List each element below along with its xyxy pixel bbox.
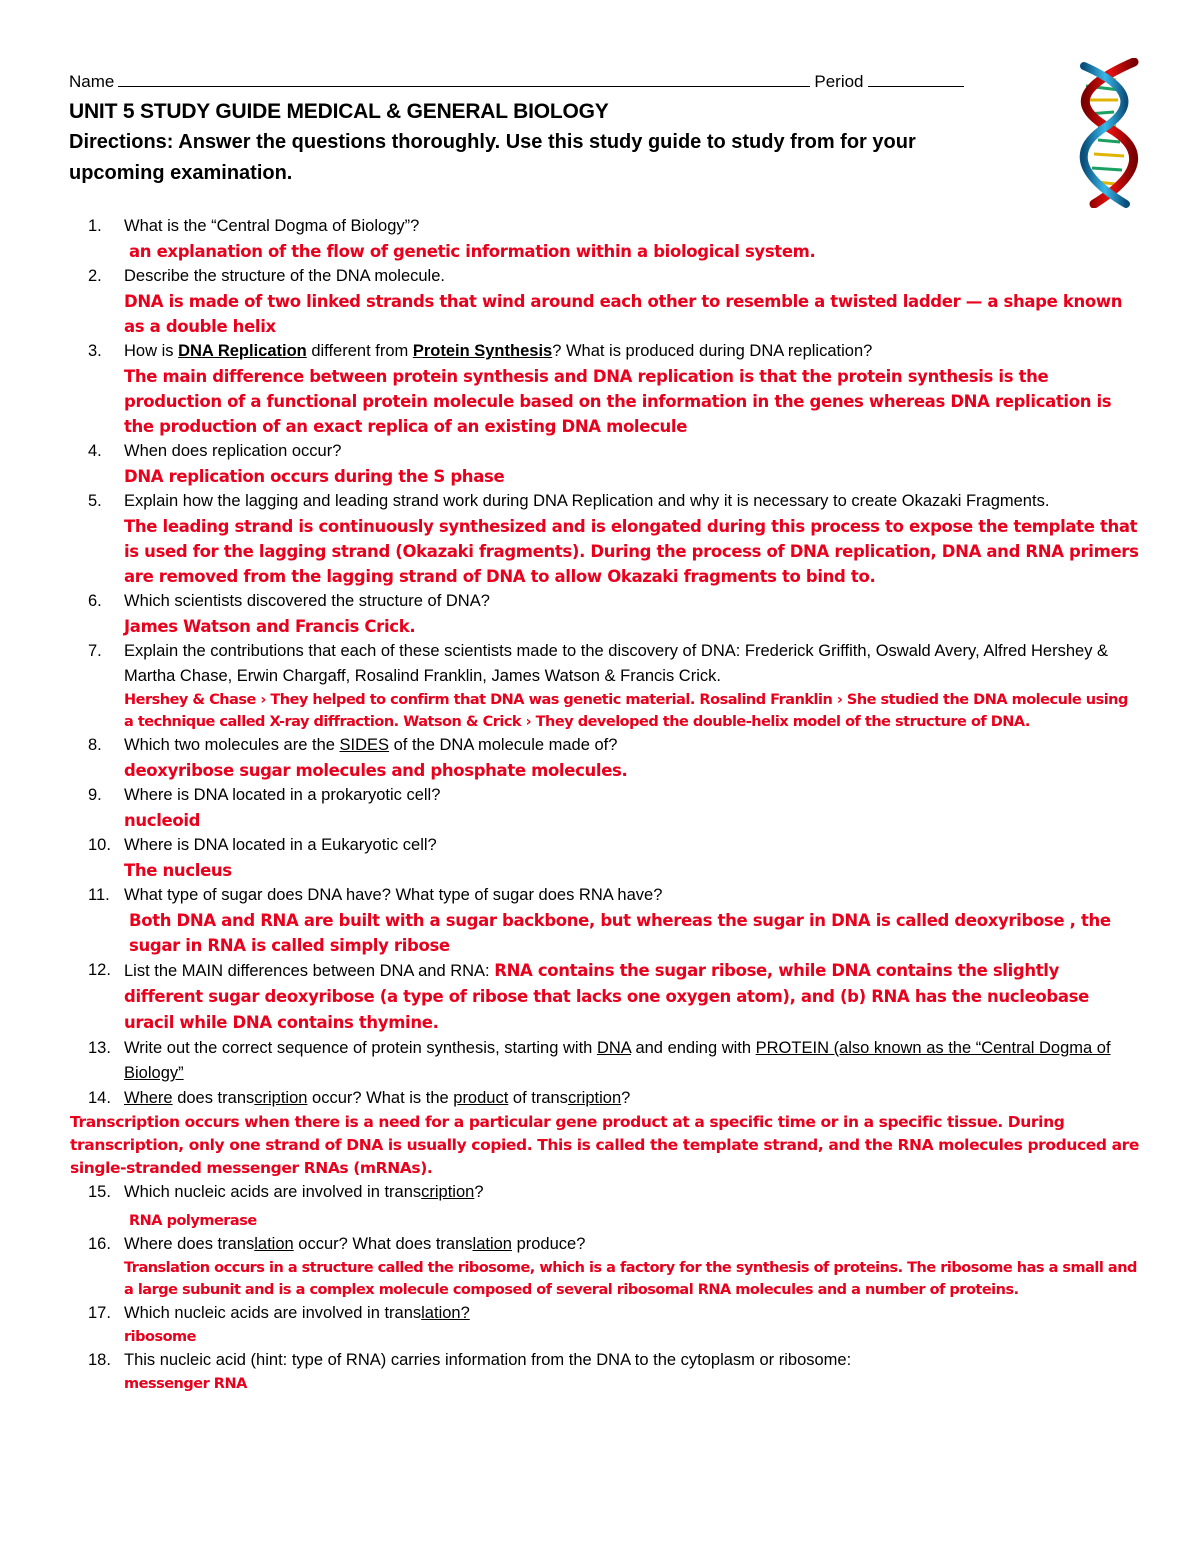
underlined-term: product: [453, 1089, 509, 1107]
question-text: [124, 733, 1140, 758]
question-number: 1.: [88, 217, 102, 235]
question-text: What is the “Central Dogma of Biology”?: [124, 217, 420, 235]
question-text: Explain how the lagging and leading strand work during DNA Replication and why it is necessary to create Okazaki Fragments.: [124, 492, 1050, 510]
question-number: 11.: [88, 886, 110, 904]
list-item: [80, 639, 1140, 733]
answer-text: DNA is made of two linked strands that wind around each other to resemble a twisted ladder — a shape known as a double helix: [124, 292, 1123, 336]
answer-text: James Watson and Francis Crick.: [124, 617, 416, 636]
name-blank[interactable]: [118, 72, 810, 87]
question-number: 6.: [88, 592, 102, 610]
question-text-part: Which nucleic acids are involved in trans: [124, 1183, 422, 1201]
underlined-term: lation: [472, 1235, 512, 1253]
answer-text: DNA replication occurs during the S phase: [124, 467, 505, 486]
question-text-part: occur? What does trans: [293, 1235, 473, 1253]
question-text-part: and ending with: [630, 1039, 756, 1057]
question-text-part: Write out the correct sequence of protein synthesis, starting with: [124, 1039, 597, 1057]
answer-text: RNA polymerase: [129, 1213, 257, 1229]
list-item: [80, 883, 1140, 958]
question-number: 4.: [88, 442, 102, 460]
list-item: [80, 439, 1140, 489]
underlined-term: DNA: [596, 1039, 631, 1057]
question-text-part: List the MAIN differences between DNA and RNA:: [124, 962, 490, 980]
answer-text: Transcription occurs when there is a need for a particular gene product at a specific time or in a specific tissue. During transcription, only one strand of DNA is usually copied. This is called the template strand, and the RNA molecules produced are single-stranded messenger RNAs (mRNAs).: [70, 1113, 1140, 1177]
list-item: [80, 589, 1140, 639]
underlined-term: cription: [567, 1089, 622, 1107]
question-text-part: occur? What is the: [307, 1089, 454, 1107]
period-label: Period: [814, 72, 864, 91]
answer-text: ribosome: [124, 1329, 196, 1345]
answer-text: RNA contains the sugar ribose, while DNA contains the slightly different sugar deoxyribose (a type of ribose that lacks one oxygen atom), and (b) RNA has the nucleobase uracil while DNA contains thymine.: [124, 961, 1089, 1032]
underlined-term: PROTEIN (also known as the “Central Dogma of Biology”: [124, 1039, 1111, 1082]
question-number: 9.: [88, 786, 102, 804]
question-number: 3.: [88, 342, 102, 360]
underlined-term: lation: [254, 1235, 294, 1253]
question-text-part: Where does trans: [124, 1235, 255, 1253]
list-item: [70, 1086, 1140, 1180]
page-title: UNIT 5 STUDY GUIDE MEDICAL & GENERAL BIOLOGY: [69, 100, 609, 123]
question-number: 16.: [88, 1235, 111, 1253]
list-item: [80, 1301, 1140, 1348]
list-item: [80, 1036, 1140, 1086]
question-text: What type of sugar does DNA have? What type of sugar does RNA have?: [124, 886, 663, 904]
list-item: [80, 833, 1140, 883]
question-number: 18.: [88, 1351, 111, 1369]
name-period-row: [69, 72, 1029, 96]
question-text-part: ? What is produced during DNA replication?: [552, 342, 873, 360]
question-text-part: does trans: [172, 1089, 255, 1107]
answer-text: The nucleus: [124, 861, 232, 880]
answer-text: Hershey & Chase › They helped to confirm that DNA was genetic material. Rosalind Franklin › She studied the DNA molecule using a technique called X-ray diffraction. Watson & Crick › They developed the double-helix model of the structure of DNA.: [124, 692, 1128, 730]
question-text: When does replication occur?: [124, 442, 342, 460]
question-number: 8.: [88, 736, 102, 754]
answer-text: Both DNA and RNA are built with a sugar backbone, but whereas the sugar in DNA is called deoxyribose , the sugar in RNA is called simply ribose: [129, 911, 1111, 955]
question-text-part: of the DNA molecule made of?: [389, 736, 618, 754]
period-blank[interactable]: [868, 72, 964, 87]
question-text-part: ?: [621, 1089, 631, 1107]
question-text: Where is DNA located in a Eukaryotic cell?: [124, 836, 437, 854]
question-text: Where is DNA located in a prokaryotic cell?: [124, 786, 441, 804]
question-text: [124, 1036, 1140, 1086]
list-item: [80, 783, 1140, 833]
question-text: [124, 1180, 1140, 1205]
question-number: 7.: [88, 642, 102, 660]
question-number: 10.: [88, 836, 111, 854]
answer-text: an explanation of the flow of genetic information within a biological system.: [129, 242, 816, 261]
question-text-part: Which nucleic acids are involved in trans: [124, 1304, 422, 1322]
underlined-term: SIDES: [339, 736, 390, 754]
answer-text: nucleoid: [124, 811, 201, 830]
question-text-part: of trans: [508, 1089, 568, 1107]
question-text: [124, 958, 1140, 1036]
answer-text: Translation occurs in a structure called the ribosome, which is a factory for the synthesis of proteins. The ribosome has a small and a large subunit and is a complex molecule composed of several ribosomal RNA molecules and a number of proteins.: [124, 1260, 1137, 1298]
underlined-term: Protein Synthesis: [412, 342, 553, 360]
directions: Directions: Answer the questions thoroughly. Use this study guide to study from for your upcoming examination.: [69, 131, 916, 184]
list-item: [80, 1232, 1140, 1301]
question-number: 5.: [88, 492, 102, 510]
list-item: [80, 214, 1140, 264]
list-item: [80, 339, 1140, 439]
question-list: [70, 214, 1140, 1395]
question-text-part: ?: [474, 1183, 484, 1201]
question-text-part: Which two molecules are the: [124, 736, 340, 754]
question-number: 15.: [88, 1183, 111, 1201]
name-label: Name: [69, 72, 115, 91]
answer-text: The main difference between protein synthesis and DNA replication is that the protein synthesis is the production of a functional protein molecule based on the information in the genes whereas DNA replication is the production of an exact replica of an existing DNA molecule: [124, 367, 1112, 436]
underlined-term: Where: [124, 1089, 173, 1107]
question-number: 14.: [88, 1089, 111, 1107]
question-text: [124, 1086, 1140, 1111]
question-number: 17.: [88, 1304, 111, 1322]
dna-double-helix-icon: [1064, 58, 1154, 208]
answer-text: deoxyribose sugar molecules and phosphate molecules.: [124, 761, 628, 780]
underlined-term: cription: [421, 1183, 475, 1201]
question-text: Which scientists discovered the structure of DNA?: [124, 592, 490, 610]
list-item: [80, 1348, 1140, 1395]
underlined-term: DNA Replication: [178, 342, 307, 360]
answer-text: messenger RNA: [124, 1376, 247, 1392]
question-number: 12.: [88, 961, 111, 979]
list-item: [80, 489, 1140, 589]
underlined-term: cription: [254, 1089, 308, 1107]
question-text: [124, 1301, 1140, 1326]
question-text-part: produce?: [511, 1235, 586, 1253]
question-text: Describe the structure of the DNA molecule.: [124, 267, 445, 285]
question-text-part: different from: [306, 342, 413, 360]
question-text: [124, 1232, 1140, 1257]
question-number: 2.: [88, 267, 102, 285]
question-text: This nucleic acid (hint: type of RNA) carries information from the DNA to the cytoplasm or ribosome:: [124, 1351, 852, 1369]
question-text: Explain the contributions that each of these scientists made to the discovery of DNA: Frederick Griffith, Oswald Avery, Alfred Hershey & Martha Chase, Erwin Chargaff, Rosalind Franklin, James Watson & Francis Crick.: [124, 642, 1109, 685]
underlined-term: lation?: [421, 1304, 470, 1322]
list-item: [80, 1180, 1140, 1232]
answer-text: The leading strand is continuously synthesized and is elongated during this process to expose the template that is used for the lagging strand (Okazaki fragments). During the process of DNA replication, DNA and RNA primers are removed from the lagging strand of DNA to allow Okazaki fragments to bind to.: [124, 517, 1139, 586]
question-text: [124, 339, 1140, 364]
question-text-part: How is: [124, 342, 179, 360]
question-number: 13.: [88, 1039, 111, 1057]
list-item: [80, 264, 1140, 339]
header: [69, 72, 1029, 189]
list-item: [80, 733, 1140, 783]
list-item: [80, 958, 1140, 1036]
